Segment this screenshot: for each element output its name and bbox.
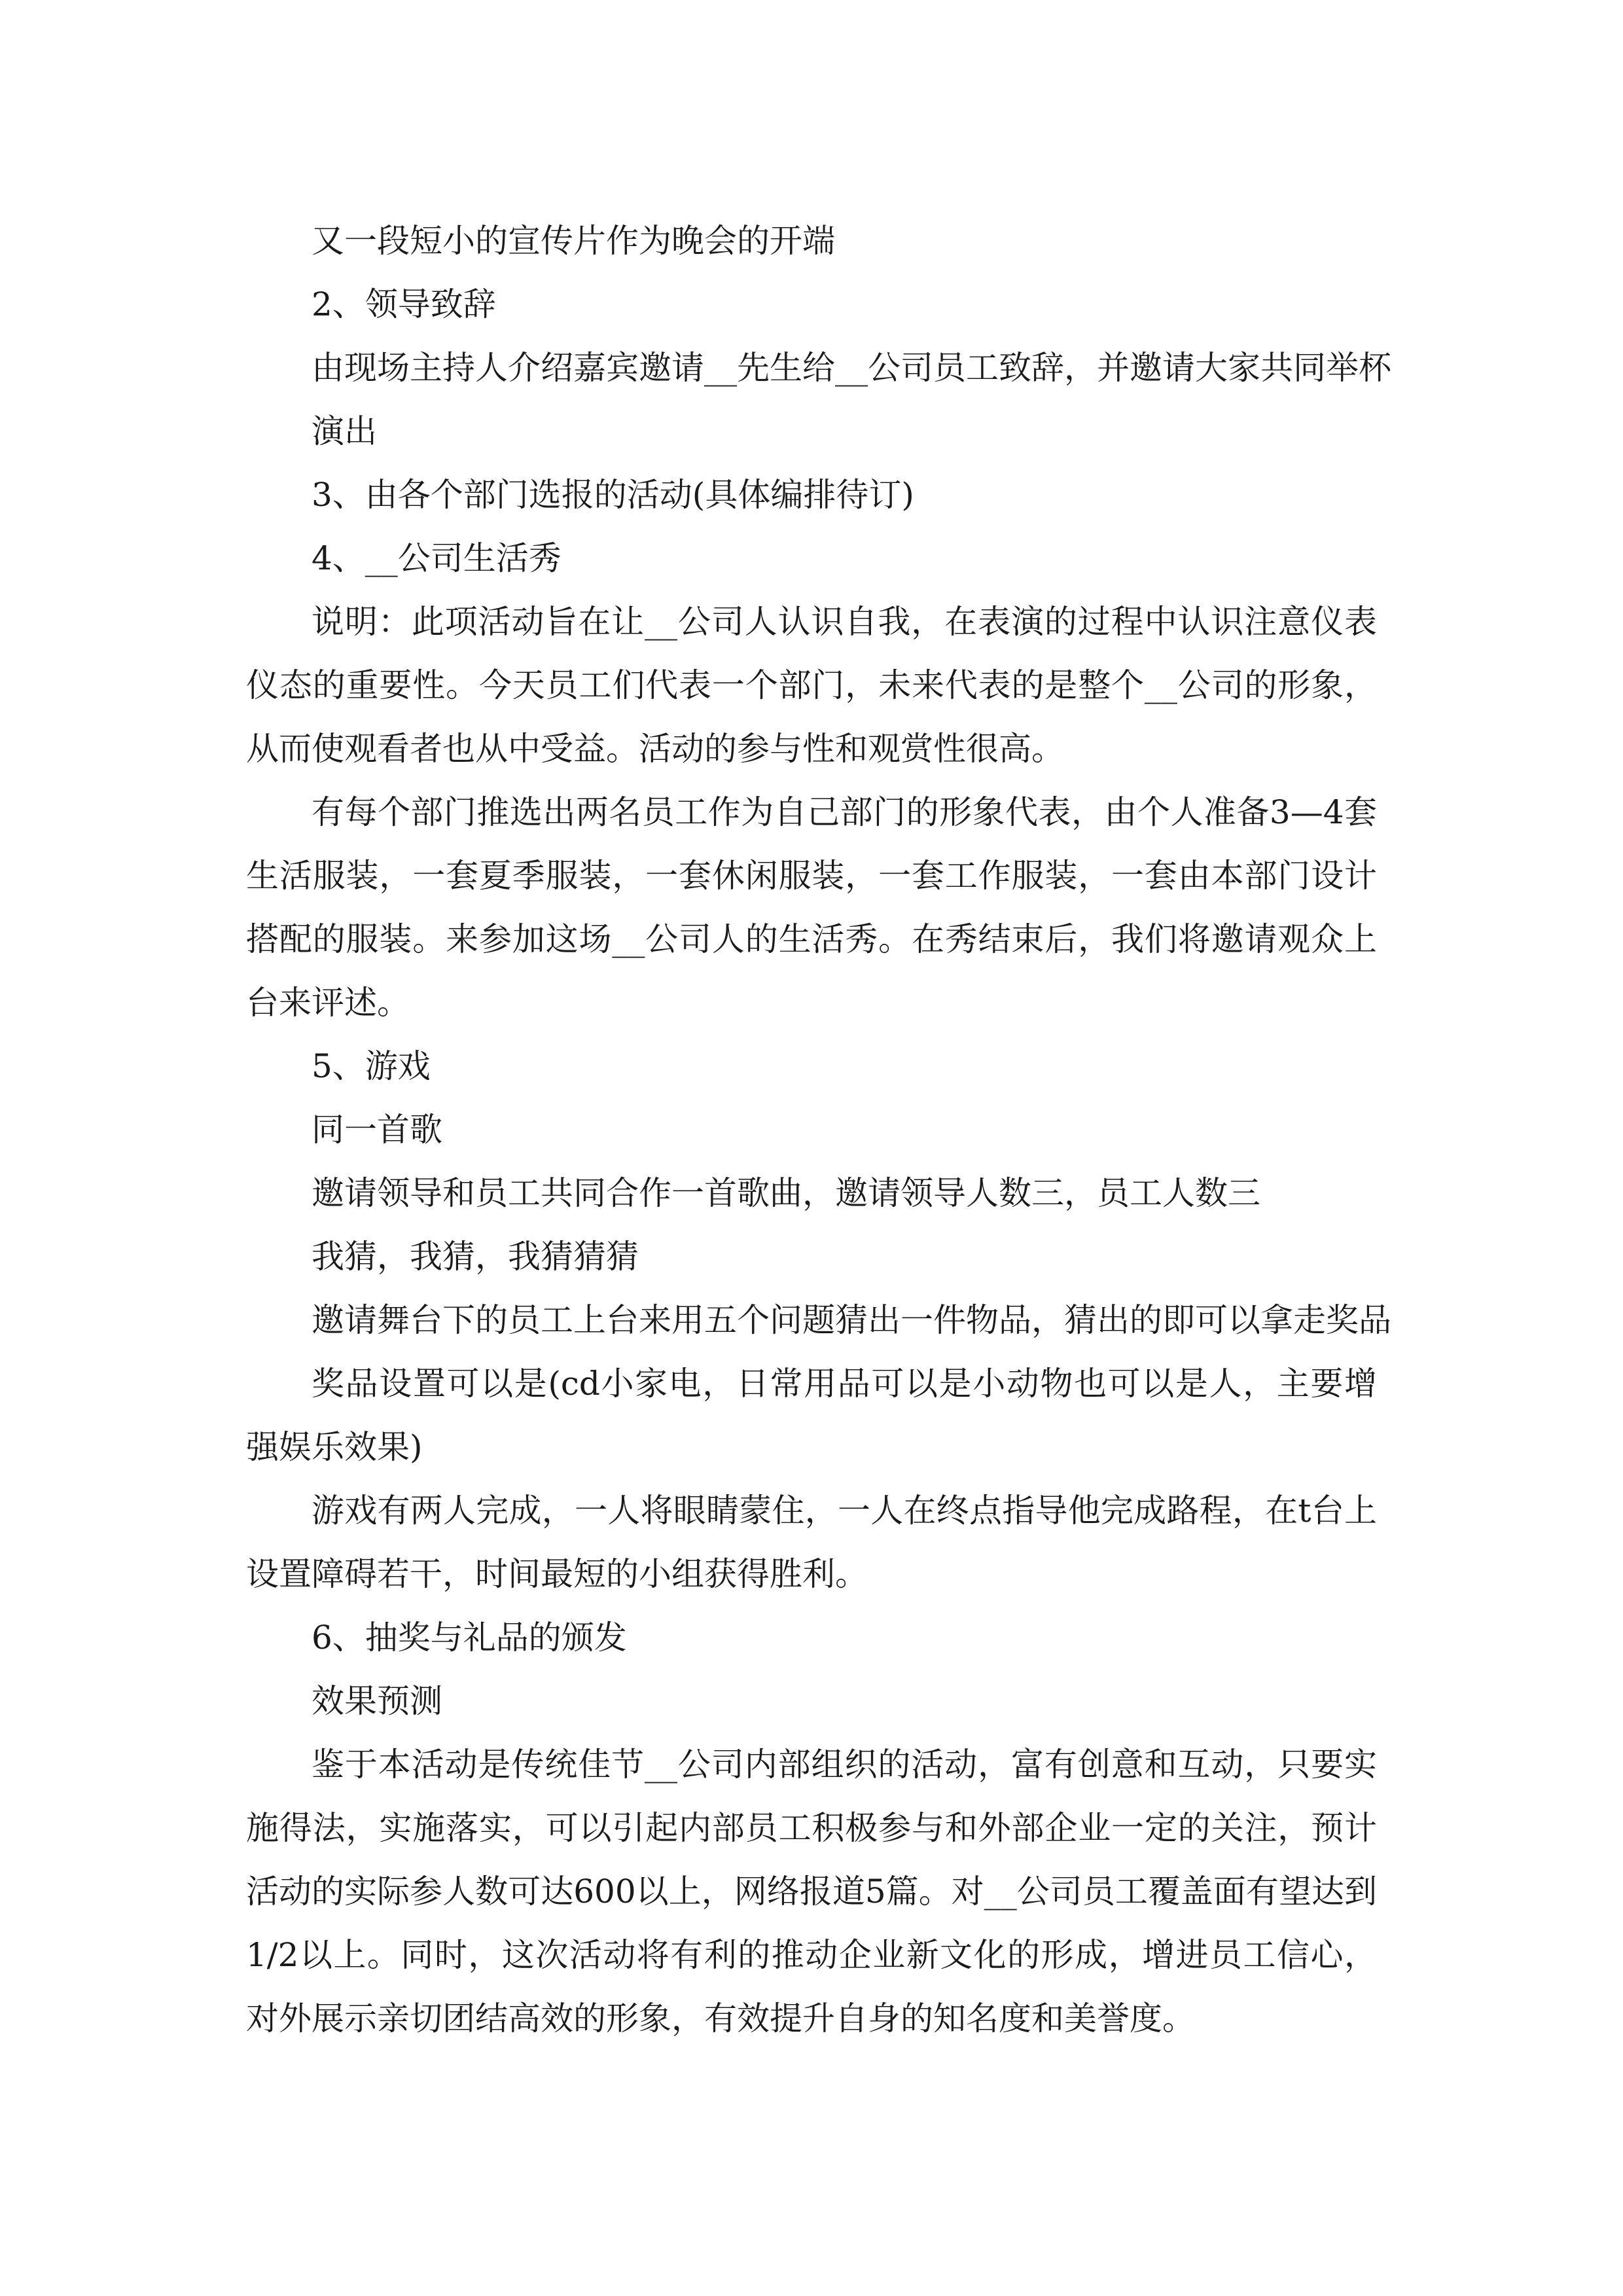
paragraph-10: 同一首歌 xyxy=(312,1111,442,1149)
paragraph-7: 说明：此项活动旨在让__公司人认识自我，在表演的过程中认识注意仪表仪态的重要性。今天员工们代表一个部门，未来代表的是整个__公司的形象，从而使观看者也从中受益。活动的参与性和观赏性很高。 xyxy=(246,603,1377,768)
paragraph-11: 邀请领导和员工共同合作一首歌曲，邀请领导人数三，员工人数三 xyxy=(312,1174,1260,1212)
paragraph-16: 6、抽奖与礼品的颁发 xyxy=(312,1619,627,1657)
paragraph-5: 3、由各个部门选报的活动(具体编排待订) xyxy=(312,476,914,514)
paragraph-8: 有每个部门推选出两名员工作为自己部门的形象代表，由个人准备3—4套生活服装，一套夏季服装，一套休闲服装，一套工作服装，一套由本部门设计搭配的服装。来参加这场__公司人的生活秀。在秀结束后，我们将邀请观众上台来评述。 xyxy=(246,793,1377,1022)
document-body xyxy=(246,209,1391,2051)
paragraph-2: 2、领导致辞 xyxy=(312,285,496,323)
paragraph-17: 效果预测 xyxy=(312,1682,442,1720)
paragraph-4: 演出 xyxy=(312,412,377,450)
paragraph-9: 5、游戏 xyxy=(312,1047,431,1085)
paragraph-15: 游戏有两人完成，一人将眼睛蒙住，一人在终点指导他完成路程，在t台上设置障碍若干，时间最短的小组获得胜利。 xyxy=(246,1492,1377,1593)
paragraph-6: 4、__公司生活秀 xyxy=(312,539,562,577)
paragraph-13: 邀请舞台下的员工上台来用五个问题猜出一件物品，猜出的即可以拿走奖品 xyxy=(312,1301,1391,1339)
paragraph-14: 奖品设置可以是(cd小家电，日常用品可以是小动物也可以是人，主要增强娱乐效果) xyxy=(246,1365,1377,1466)
paragraph-12: 我猜，我猜，我猜猜猜 xyxy=(312,1238,639,1276)
paragraph-1: 又一段短小的宣传片作为晚会的开端 xyxy=(312,222,835,260)
paragraph-18: 鉴于本活动是传统佳节__公司内部组织的活动，富有创意和互动，只要实施得法，实施落实，可以引起内部员工积极参与和外部企业一定的关注，预计活动的实际参人数可达600以上，网络报道5篇。对__公司员工覆盖面有望达到1/2以上。同时，这次活动将有利的推动企业新文化的形成，增进员工信心，对外展示亲切团结高效的形象，有效提升自身的知名度和美誉度。 xyxy=(246,1746,1377,2037)
paragraph-3: 由现场主持人介绍嘉宾邀请__先生给__公司员工致辞，并邀请大家共同举杯 xyxy=(312,349,1391,387)
